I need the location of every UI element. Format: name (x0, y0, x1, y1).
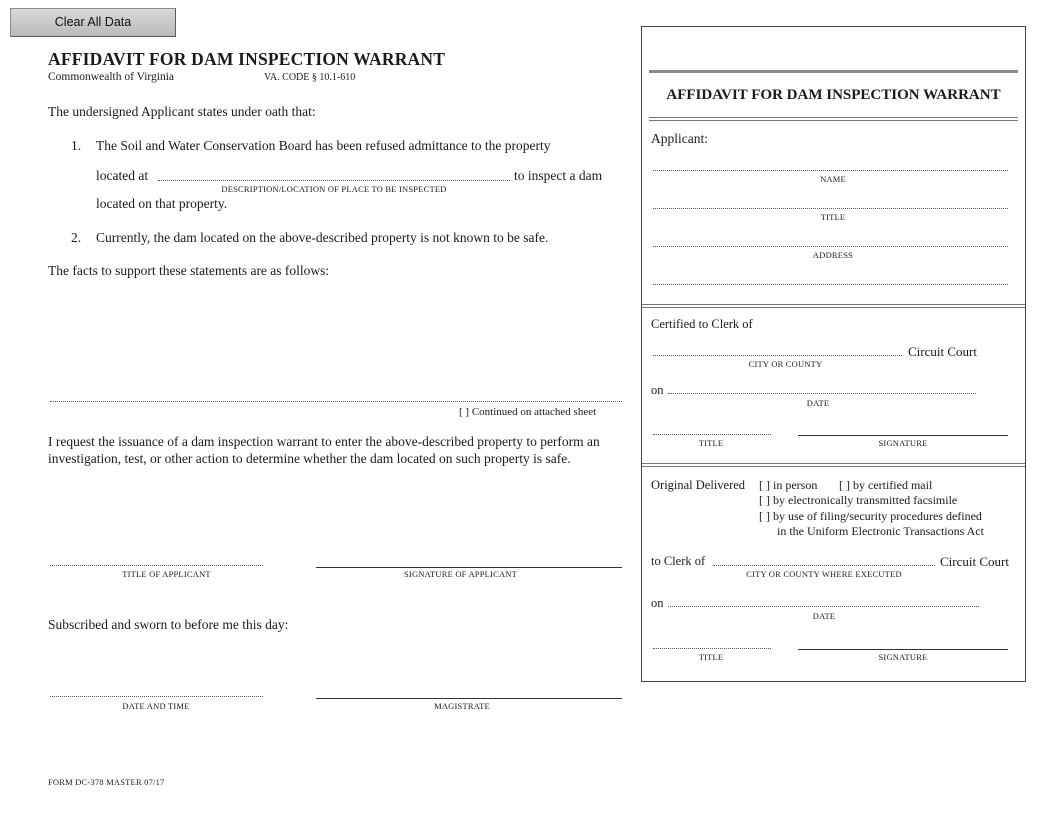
original-delivered-label: Original Delivered (651, 478, 746, 492)
certified-date-input[interactable] (668, 393, 976, 394)
section-divider-2 (642, 463, 1025, 467)
item1-number: 1. (71, 138, 82, 153)
facts-bottom-line (50, 401, 622, 402)
certified-mail-checkbox[interactable]: [ ] by certified mail (839, 478, 933, 492)
facts-textarea[interactable] (48, 284, 622, 396)
circuit-court-label: Circuit Court (908, 344, 977, 359)
title-of-applicant-caption: TITLE OF APPLICANT (122, 569, 211, 579)
date-caption-2: DATE (812, 611, 836, 621)
date-and-time-input[interactable] (50, 696, 263, 697)
facts-label: The facts to support these statements are as follows: (48, 263, 330, 278)
signature-caption-2: SIGNATURE (878, 652, 928, 662)
city-where-executed-caption: CITY OR COUNTY WHERE EXECUTED (746, 569, 902, 579)
title-of-applicant-input[interactable] (50, 565, 263, 566)
section-divider-1 (642, 304, 1025, 308)
certified-label: Certified to Clerk of (651, 317, 753, 331)
panel-title-rule (649, 117, 1018, 121)
continued-checkbox[interactable]: [ ] Continued on attached sheet (459, 406, 597, 418)
signature-of-applicant-line (316, 567, 622, 568)
request-paragraph: I request the issuance of a dam inspection warrant to enter the above-described property to perform an investigation, test, or other action to determine whether the dam located on such property is safe. (48, 434, 600, 466)
item1-to-inspect: to inspect a dam (514, 168, 603, 183)
name-caption: NAME (820, 174, 846, 184)
subscribed-label: Subscribed and sworn to before me this day: (48, 617, 289, 632)
signature-caption: SIGNATURE (878, 438, 928, 448)
certified-title-input[interactable] (653, 434, 771, 435)
facsimile-checkbox[interactable]: [ ] by electronically transmitted facsimile (759, 493, 958, 507)
item1-located-at: located at (96, 168, 149, 183)
city-or-county-caption: CITY OR COUNTY (748, 359, 823, 369)
item1-end: located on that property. (96, 196, 228, 211)
in-person-checkbox[interactable]: [ ] in person (759, 478, 818, 492)
intro-text: The undersigned Applicant states under oath that: (48, 104, 316, 119)
applicant-name-input[interactable] (653, 170, 1008, 171)
date-caption: DATE (806, 398, 830, 408)
delivered-city-input[interactable] (713, 565, 935, 566)
item2-number: 2. (71, 230, 82, 245)
magistrate-caption: MAGISTRATE (434, 701, 490, 711)
form-id: FORM DC-378 MASTER 07/17 (48, 777, 165, 787)
item1-text: The Soil and Water Conservation Board has been refused admittance to the property (96, 138, 551, 153)
item2-text: Currently, the dam located on the above-described property is not known to be safe. (96, 230, 549, 245)
applicant-title-input[interactable] (653, 208, 1008, 209)
to-clerk-of-label: to Clerk of (651, 554, 706, 568)
date-and-time-caption: DATE AND TIME (122, 701, 190, 711)
delivered-date-input[interactable] (668, 606, 979, 607)
sig-title-caption: TITLE (698, 438, 724, 448)
applicant-address-input[interactable] (653, 246, 1008, 247)
location-input[interactable] (158, 180, 510, 181)
circuit-court-label-2: Circuit Court (940, 554, 1009, 569)
applicant-label: Applicant: (651, 131, 708, 146)
on-label: on (651, 383, 664, 397)
title-caption: TITLE (820, 212, 846, 222)
signature-of-applicant-caption: SIGNATURE OF APPLICANT (403, 569, 518, 579)
clear-all-data-button[interactable]: Clear All Data (10, 8, 176, 37)
delivered-signature-line (798, 649, 1008, 650)
filing-procedures-checkbox[interactable]: [ ] by use of filing/security procedures defined (759, 509, 982, 523)
page-title: AFFIDAVIT FOR DAM INSPECTION WARRANT (48, 49, 446, 69)
panel-top-rule (649, 70, 1018, 73)
applicant-address-input-2[interactable] (653, 284, 1008, 285)
sig-title-caption-2: TITLE (698, 652, 724, 662)
address-caption: ADDRESS (812, 250, 854, 260)
va-code-label: VA. CODE § 10.1-610 (264, 72, 356, 83)
commonwealth-label: Commonwealth of Virginia (48, 71, 175, 83)
delivered-title-input[interactable] (653, 648, 771, 649)
certified-signature-line (798, 435, 1008, 436)
panel-title: AFFIDAVIT FOR DAM INSPECTION WARRANT (666, 87, 1001, 103)
filing-procedures-text: in the Uniform Electronic Transactions Act (777, 524, 984, 538)
magistrate-line (316, 698, 622, 699)
certified-city-input[interactable] (653, 355, 902, 356)
on-label-2: on (651, 596, 664, 610)
location-caption: DESCRIPTION/LOCATION OF PLACE TO BE INSPECTED (221, 184, 447, 194)
